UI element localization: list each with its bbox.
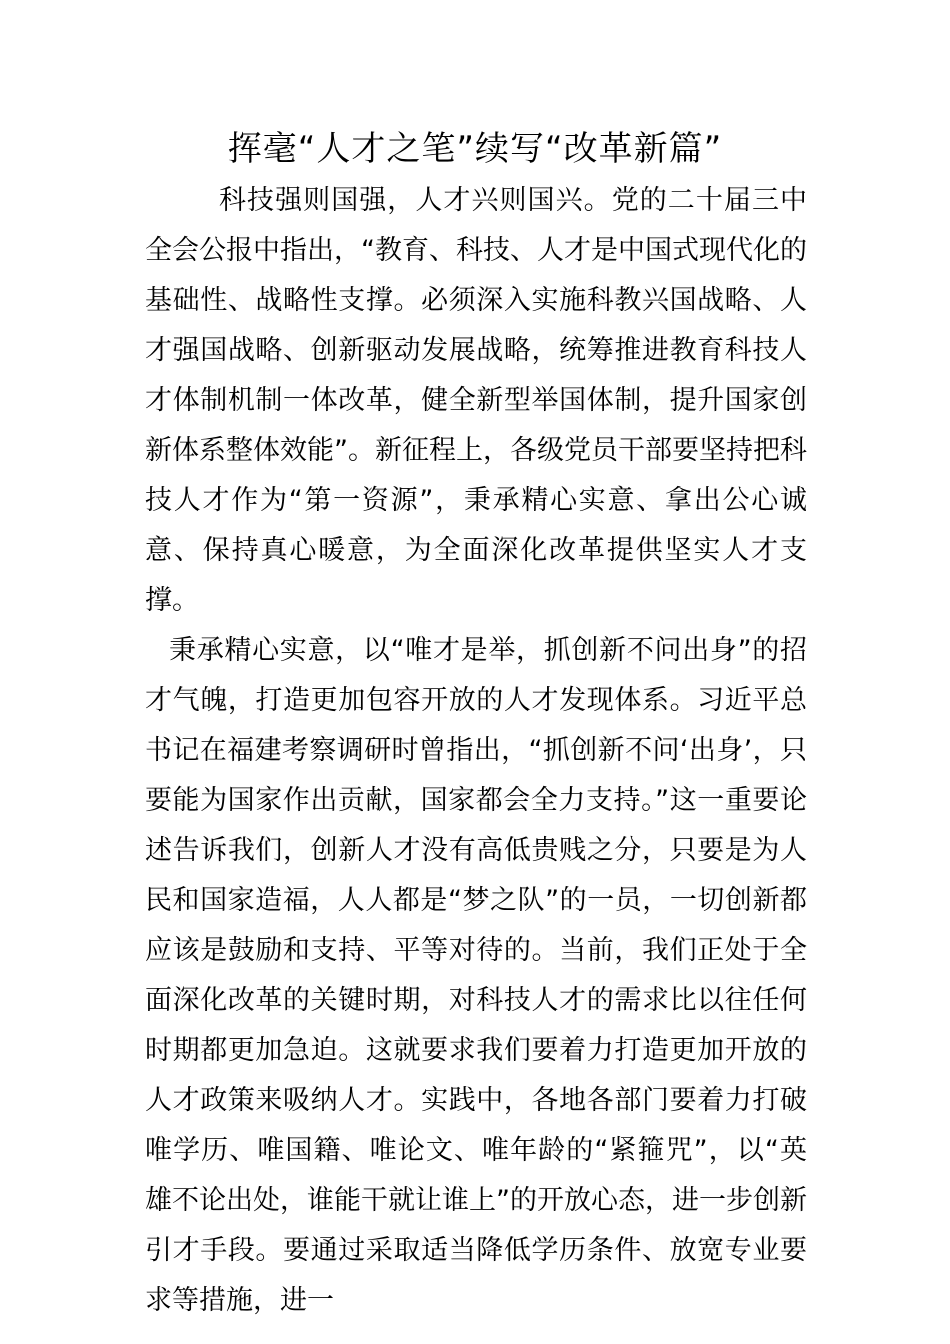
document-title: 挥毫“人才之笔”续写“改革新篇” (227, 129, 723, 169)
document-body (145, 176, 807, 1326)
paragraph-1: 科技强则国强，人才兴则国兴。党的二十届三中全会公报中指出，“教育、科技、人才是中国式现代化的基础性、战略性支撑。必须深入实施科教兴国战略、人才强国战略、创新驱动发展战略，统筹推进教育科技人才体制机制一体改革，健全新型举国体制，提升国家创新体系整体效能”。新征程上，各级党员干部要坚持把科技人才作为“第一资源”，秉承精心实意、拿出公心诚意、保持真心暖意，为全面深化改革提供坚实人才支撑。 (145, 185, 807, 616)
paragraph-2: 秉承精心实意，以“唯才是举，抓创新不问出身”的招才气魄，打造更加包容开放的人才发现体系。习近平总书记在福建考察调研时曾指出，“抓创新不问‘出身’，只要能为国家作出贡献，国家都会全力支持。”这一重要论述告诉我们，创新人才没有高低贵贱之分，只要是为人民和国家造福，人人都是“梦之队”的一员，一切创新都应该是鼓励和支持、平等对待的。当前，我们正处于全面深化改革的关键时期，对科技人才的需求比以往任何时期都更加急迫。这就要求我们要着力打造更加开放的人才政策来吸纳人才。实践中，各地各部门要着力打破唯学历、唯国籍、唯论文、唯年龄的“紧箍咒”，以“英雄不论出处，谁能干就让谁上”的开放心态，进一步创新引才手段。要通过采取适当降低学历条件、放宽专业要求等措施，进一 (145, 635, 807, 1316)
